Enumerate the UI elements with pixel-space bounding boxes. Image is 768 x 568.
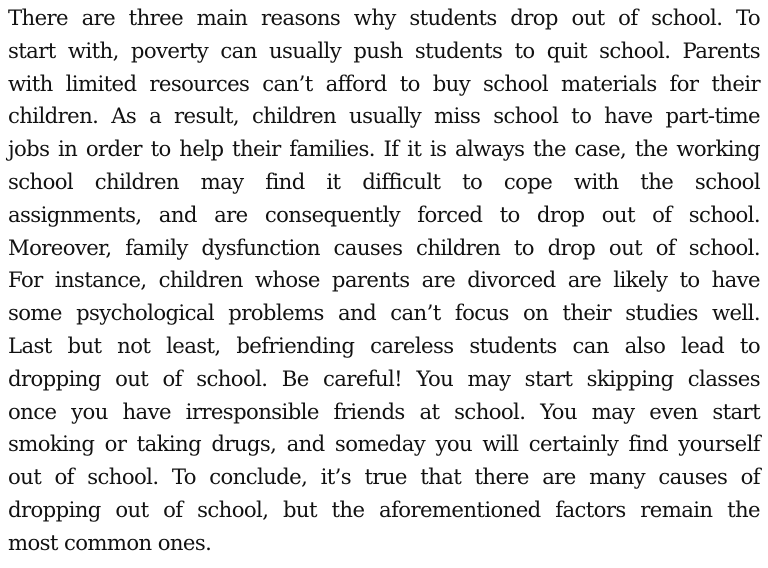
essay-paragraph xyxy=(8,2,760,560)
paragraph-line-6: school children may find it difficult to cope with the school xyxy=(8,168,760,194)
paragraph-line-9: For instance, children whose parents are divorced are likely to have xyxy=(8,267,760,293)
paragraph-line-10: some psychological problems and can’t focus on their studies well. xyxy=(8,300,760,326)
paragraph-line-8: Moreover, family dysfunction causes children to drop out of school. xyxy=(8,234,760,260)
paragraph-line-5: jobs in order to help their families. If it is always the case, the working xyxy=(8,136,760,162)
paragraph-line-3: with limited resources can’t afford to buy school materials for their xyxy=(8,70,760,96)
paragraph-line-15: out of school. To conclude, it’s true that there are many causes of xyxy=(8,464,760,490)
paragraph-line-7: assignments, and are consequently forced to drop out of school. xyxy=(8,201,760,227)
paragraph-line-11: Last but not least, befriending careless students can also lead to xyxy=(8,332,760,358)
paragraph-line-4: children. As a result, children usually miss school to have part-time xyxy=(8,103,760,129)
paragraph-line-2: start with, poverty can usually push students to quit school. Parents xyxy=(8,37,760,63)
paragraph-line-13: once you have irresponsible friends at school. You may even start xyxy=(8,398,760,424)
paragraph-line-14: smoking or taking drugs, and someday you will certainly find yourself xyxy=(8,431,760,457)
paragraph-line-1: There are three main reasons why students drop out of school. To xyxy=(8,5,760,30)
paragraph-line-16: dropping out of school, but the aforementioned factors remain the xyxy=(8,496,760,522)
paragraph-line-12: dropping out of school. Be careful! You may start skipping classes xyxy=(8,365,760,391)
paragraph-line-17: most common ones. xyxy=(8,529,212,555)
